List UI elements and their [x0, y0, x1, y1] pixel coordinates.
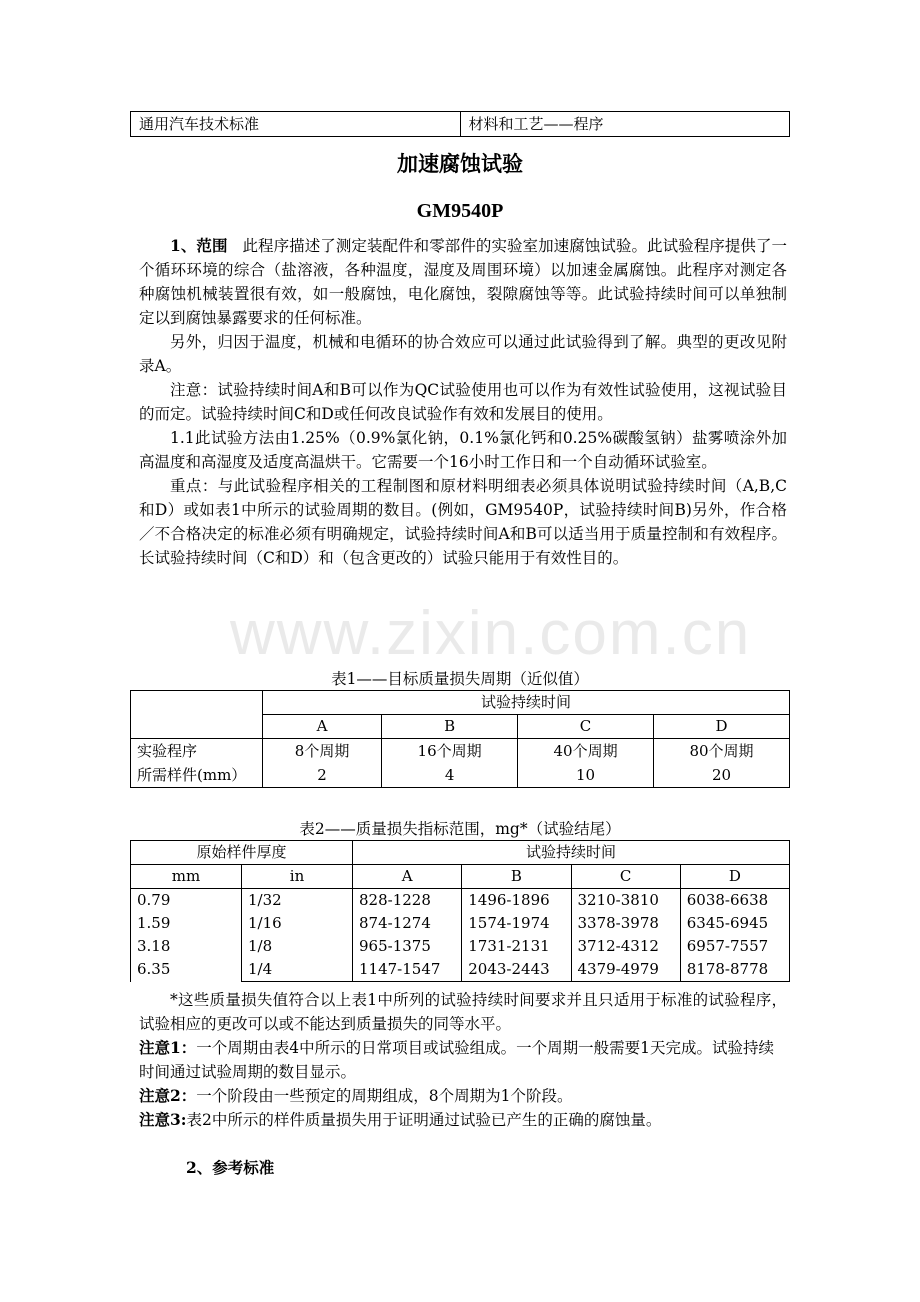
- cell-value: 3.18: [137, 937, 171, 956]
- table1-cell: [654, 739, 790, 788]
- table1-col-header: B: [382, 715, 518, 739]
- document-title: 加速腐蚀试验: [397, 151, 523, 176]
- cell-value: 4379-4979: [577, 960, 659, 978]
- cell-value: 1/8: [248, 937, 273, 955]
- cell-value: 0.79: [137, 891, 171, 910]
- table1-col-header: D: [654, 715, 790, 739]
- cell-value: 1/32: [248, 891, 282, 909]
- note-2-label: 注意2：: [139, 1086, 197, 1105]
- notes-body: [139, 988, 787, 1132]
- table2-caption: 表2——质量损失指标范围，mg*（试验结尾）: [299, 820, 621, 838]
- note-2: [139, 1084, 787, 1108]
- table2-cell: [462, 889, 571, 982]
- table1-corner: [131, 691, 263, 739]
- table2-cell: [353, 889, 462, 982]
- table1-group-header: 试验持续时间: [263, 691, 790, 715]
- note-3-label: 注意3:: [139, 1110, 187, 1129]
- cell-value: 1731-2131: [468, 937, 550, 955]
- section2-heading: 2、参考标准: [186, 1158, 275, 1177]
- table2-thickness-header: 原始样件厚度: [131, 841, 353, 865]
- cell-value: 2043-2443: [468, 960, 550, 978]
- table1-cell: [263, 739, 382, 788]
- cell-value: 6038-6638: [686, 891, 769, 909]
- header-right: 材料和工艺——程序: [460, 112, 790, 137]
- samples-value: 20: [711, 766, 732, 784]
- watermark: www.zixin.com.cn: [230, 599, 752, 668]
- note-1: [139, 1036, 787, 1084]
- section1-body: [139, 234, 787, 570]
- scope-paragraph: [139, 234, 787, 330]
- table2-cell: [242, 889, 353, 982]
- note-3-text: 表2中所示的样件质量损失用于证明通过试验已产生的正确的腐蚀量。: [186, 1111, 662, 1129]
- table2-subheader: mm: [131, 865, 242, 889]
- note-1-text: 一个周期由表4中所示的日常项目或试验组成。一个周期一般需要1天完成。试验持续时间通过试验周期的数目显示。: [139, 1039, 775, 1081]
- table1-row-label: 实验程序 所需样件(mm）: [131, 739, 263, 788]
- paragraph-1-1: 1.1此试验方法由1.25%（0.9%氯化钠，0.1%氯化钙和0.25%碳酸氢钠）盐雾喷涂外加高温度和高湿度及适度高温烘干。它需要一个16小时工作日和一个自动循环试验室。: [139, 429, 787, 471]
- cell-value: 1/16: [248, 914, 282, 932]
- paragraph-key-point: 重点：与此试验程序相关的工程制图和原材料明细表必须具体说明试验持续时间（A,B,C和D）或如表1中所示的试验周期的数目。(例如，GM9540P，试验持续时间B)另外，作合格／不合格决定的标准必须有明确规定，试验持续时间A和B可以适当用于质量控制和有效程序。长试验持续时间（C和D）和（包含更改的）试验只能用于有效性目的。: [139, 477, 787, 567]
- table2-subheader: D: [680, 865, 789, 889]
- table1-caption: 表1——目标质量损失周期（近似值）: [331, 670, 589, 688]
- cell-value: 1.59: [137, 914, 171, 933]
- cell-value: 874-1274: [359, 914, 431, 932]
- table2-subheader: C: [571, 865, 680, 889]
- table1-cell: [518, 739, 654, 788]
- table2-subheader: in: [242, 865, 353, 889]
- table2-cell: [571, 889, 680, 982]
- cell-value: 965-1375: [359, 937, 431, 955]
- table1-col-header: A: [263, 715, 382, 739]
- document-code: GM9540P: [416, 200, 504, 222]
- table2-duration-header: 试验持续时间: [353, 841, 790, 865]
- cell-value: 6.35: [137, 960, 171, 979]
- cell-value: 8178-8778: [686, 960, 769, 978]
- table1-cell: [382, 739, 518, 788]
- cell-value: 6345-6945: [686, 914, 769, 932]
- cell-value: 3210-3810: [577, 891, 659, 909]
- cell-value: 828-1228: [359, 891, 431, 909]
- cell-value: 3712-4312: [577, 937, 659, 955]
- cell-value: 1574-1974: [468, 914, 550, 932]
- footnote: *这些质量损失值符合以上表1中所列的试验持续时间要求并且只适用于标准的试验程序，试验相应的更改可以或不能达到质量损失的同等水平。: [139, 991, 787, 1033]
- samples-value: 4: [444, 766, 455, 784]
- table2-subheader: A: [353, 865, 462, 889]
- table1: [130, 690, 790, 788]
- section1-label: 1、范围: [170, 236, 228, 255]
- cell-value: 1147-1547: [359, 960, 441, 978]
- header-left: 通用汽车技术标准: [131, 112, 461, 137]
- note-3: [139, 1108, 787, 1132]
- cycles-value: 16个周期: [417, 742, 482, 760]
- cell-value: 1496-1896: [468, 891, 550, 909]
- note-1-label: 注意1：: [139, 1038, 197, 1057]
- cycles-value: 8个周期: [294, 742, 350, 760]
- paragraph-note: 注意：试验持续时间A和B可以作为QC试验使用也可以作为有效性试验使用，这视试验目的而定。试验持续时间C和D或任何改良试验作有效和发展目的使用。: [139, 381, 787, 423]
- note-2-text: 一个阶段由一些预定的周期组成，8个周期为1个阶段。: [196, 1087, 573, 1105]
- table1-col-header: C: [518, 715, 654, 739]
- table2: [130, 840, 790, 982]
- table2-cell: [680, 889, 789, 982]
- table2-cell: [131, 889, 242, 982]
- header-table: [130, 111, 790, 137]
- cycles-value: 80个周期: [689, 742, 754, 760]
- table2-subheader: B: [462, 865, 571, 889]
- cell-value: 3378-3978: [577, 914, 659, 932]
- samples-value: 10: [575, 766, 596, 784]
- cell-value: 6957-7557: [686, 937, 769, 955]
- samples-value: 2: [317, 766, 327, 784]
- paragraph-synergy: 另外，归因于温度，机械和电循环的协合效应可以通过此试验得到了解。典型的更改见附录A。: [139, 333, 787, 375]
- cell-value: 1/4: [248, 960, 273, 978]
- scope-text: 此程序描述了测定装配件和零部件的实验室加速腐蚀试验。此试验程序提供了一个循环环境的综合（盐溶液，各种温度，湿度及周围环境）以加速金属腐蚀。此程序对测定各种腐蚀机械装置很有效，如一般腐蚀，电化腐蚀，裂隙腐蚀等等。此试验持续时间可以单独制定以到腐蚀暴露要求的任何标准。: [139, 237, 787, 327]
- cycles-value: 40个周期: [553, 742, 618, 760]
